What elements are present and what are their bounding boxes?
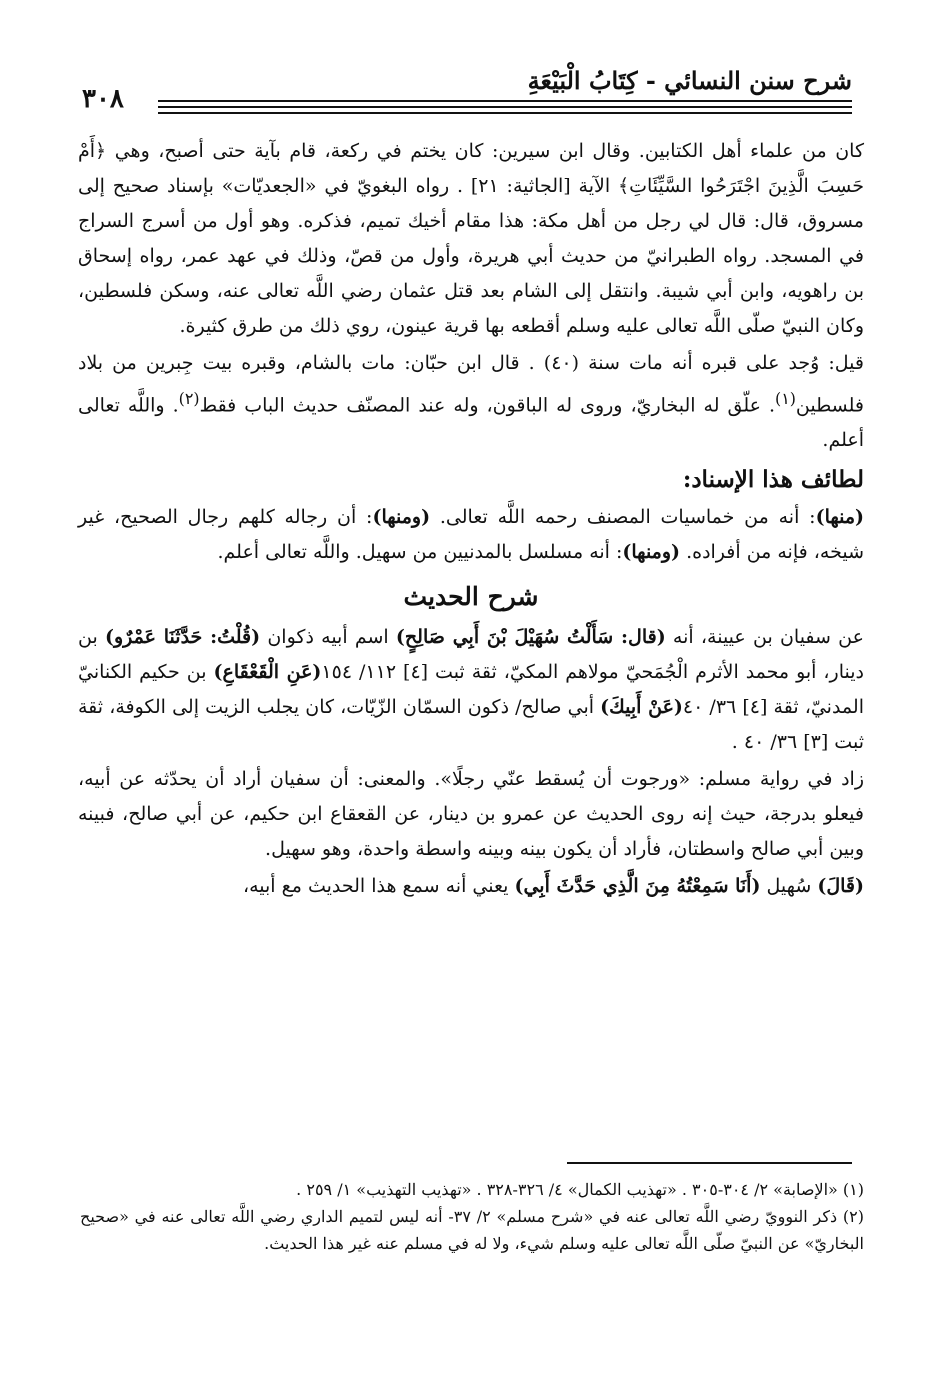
text-span: : أنه مسلسل بالمدنيين من سهيل. واللَّه تعالى أعلم. [217, 541, 623, 564]
text-span: . علّق له البخاريّ، وروى له الباقون، وله عند المصنّف حديث الباب فقط [199, 394, 775, 417]
heading-isnad-subtleties: لطائف هذا الإسناد: [682, 466, 864, 494]
quoted-text: (أَنَا سَمِعْتُهُ مِنَ الَّذِي حَدَّثَ أَبِي) [514, 875, 761, 898]
text-span: أبي صالح/ ذكون السمّان الزّيّات، كان يجلب الزيت إلى الكوفة، ثقة ثبت [٣] ٣٦/ ٤٠ . [78, 696, 864, 754]
heading-hadith-explanation: شرح الحديث [403, 582, 539, 612]
text-span: . واللَّه تعالى أعلم. [78, 394, 864, 452]
footnotes [80, 1176, 864, 1257]
label-wa-minha: (ومنها) [372, 506, 431, 529]
header-rule [158, 100, 852, 102]
header-rule [158, 106, 852, 108]
quoted-text: (عَنْ أَبِيكَ) [600, 696, 683, 719]
text-span: يعني أنه سمع هذا الحديث مع أبيه، [242, 875, 515, 898]
paragraph-narrators [78, 620, 864, 760]
paragraph-muslim-addition: زاد في رواية مسلم: «ورجوت أن يُسقط عنّي رجلًا». والمعنى: أن سفيان أراد أن يحدّثه عن أبيه، فيعلو بدرجة، حيث إنه روى الحديث عن عمرو بن دينار، عن القعقاع ابن حكيم، عن أبي صالح، فبينه وبين أبي صالح واسطتان، فأراد أن يكون بينه وبينه واسطة واحدة، وهو سهيل. [78, 768, 864, 861]
paragraph-tamim-bio: كان من علماء أهل الكتابين. وقال ابن سيرين: كان يختم في ركعة، قام بآية حتى أصبح، وهي ﴿أَمْ حَسِبَ الَّذِينَ اجْتَرَحُوا السَّيِّئَاتِ﴾ الآية [الجاثية: ٢١] . رواه البغويّ في «الجعديّات» بإسناد صحيح إلى مسروق، قال: قال لي رجل من أهل مكة: هذا مقام أخيك تميم، فذكره. وهو أول من أسرج السراج في المسجد. رواه الطبرانيّ من حديث أبي هريرة، وأول من قصّ، وذلك في عهد عمر، رواه إسحاق بن راهويه، وابن أبي شيبة. وانتقل إلى الشام بعد قتل عثمان رضي اللَّه تعالى عنه، وسكن فلسطين، وكان النبيّ صلّى اللَّه تعالى عليه وسلم أقطعه بها قرية عينون، روي ذلك من طرق كثيرة. [78, 140, 864, 337]
paragraph-death-info [78, 346, 864, 458]
paragraph-isnad [78, 500, 864, 570]
quoted-text: (قَالَ) [817, 875, 864, 898]
footnote-ref-2[interactable]: (٢) [178, 389, 200, 408]
footnote-separator [567, 1162, 852, 1164]
quoted-text: (قال: سَأَلْتُ سُهَيْلَ بْنَ أَبِي صَالِحٍ) [395, 626, 666, 649]
label-wa-minha: (ومنها) [622, 541, 681, 564]
footnote-1: (١) «الإصابة» ٢/ ٣٠٤-٣٠٥ . «تهذيب الكمال» ٤/ ٣٢٦-٣٢٨ . «تهذيب التهذيب» ١/ ٢٥٩ . [296, 1180, 864, 1199]
text-span: بن دينار، أبو محمد الأثرم الْجُمَحيّ مولاهم المكيّ، ثقة ثبت [٤] ١١٢/ ١٥٤ [78, 626, 865, 684]
quoted-text: (عَنِ الْقَعْقَاعِ) [213, 661, 322, 684]
text-span: قيل: وُجد على قبره أنه مات سنة (٤٠) . قال ابن حبّان: مات بالشام، وقبره بيت جِبرين من بلاد فلسطين [78, 352, 864, 417]
label-minha: (منها) [815, 506, 865, 529]
text-span: عن سفيان بن عيينة، أنه [665, 626, 864, 649]
footnote-2: (٢) ذكر النوويّ رضي اللَّه تعالى عنه في «شرح مسلم» ٢/ ٣٧- أنه ليس لتميم الداري رضي اللَّه تعالى عنه في «صحيح البخاريّ» عن النبيّ صلّى اللَّه تعالى عليه وسلم شيء، ولا له في مسلم عنه غير هذا الحديث. [80, 1207, 865, 1253]
quoted-text: (قُلْتُ: حَدَّثَنَا عَمْرٌو) [104, 626, 261, 649]
text-span: اسم أبيه ذكوان [260, 626, 396, 649]
text-span: : أنه من خماسيات المصنف رحمه اللَّه تعالى. [430, 506, 816, 529]
header-rule [158, 112, 852, 114]
running-header [82, 62, 852, 120]
page-number: ٣٠٨ [82, 84, 124, 114]
text-span: سُهيل [760, 875, 818, 898]
text-span: بن حكيم الكنانيّ المدنيّ، ثقة [٤] ٣٦/ ٤٠ [78, 661, 864, 719]
paragraph-suhail [78, 869, 864, 904]
text-span: : أن رجاله كلهم رجال الصحيح، غير شيخه، فإنه من أفراده. [78, 506, 864, 564]
running-title: شرح سنن النسائي - كِتَابُ الْبَيْعَةِ [527, 66, 852, 95]
footnote-ref-1[interactable]: (١) [775, 389, 796, 408]
main-text [78, 134, 864, 906]
